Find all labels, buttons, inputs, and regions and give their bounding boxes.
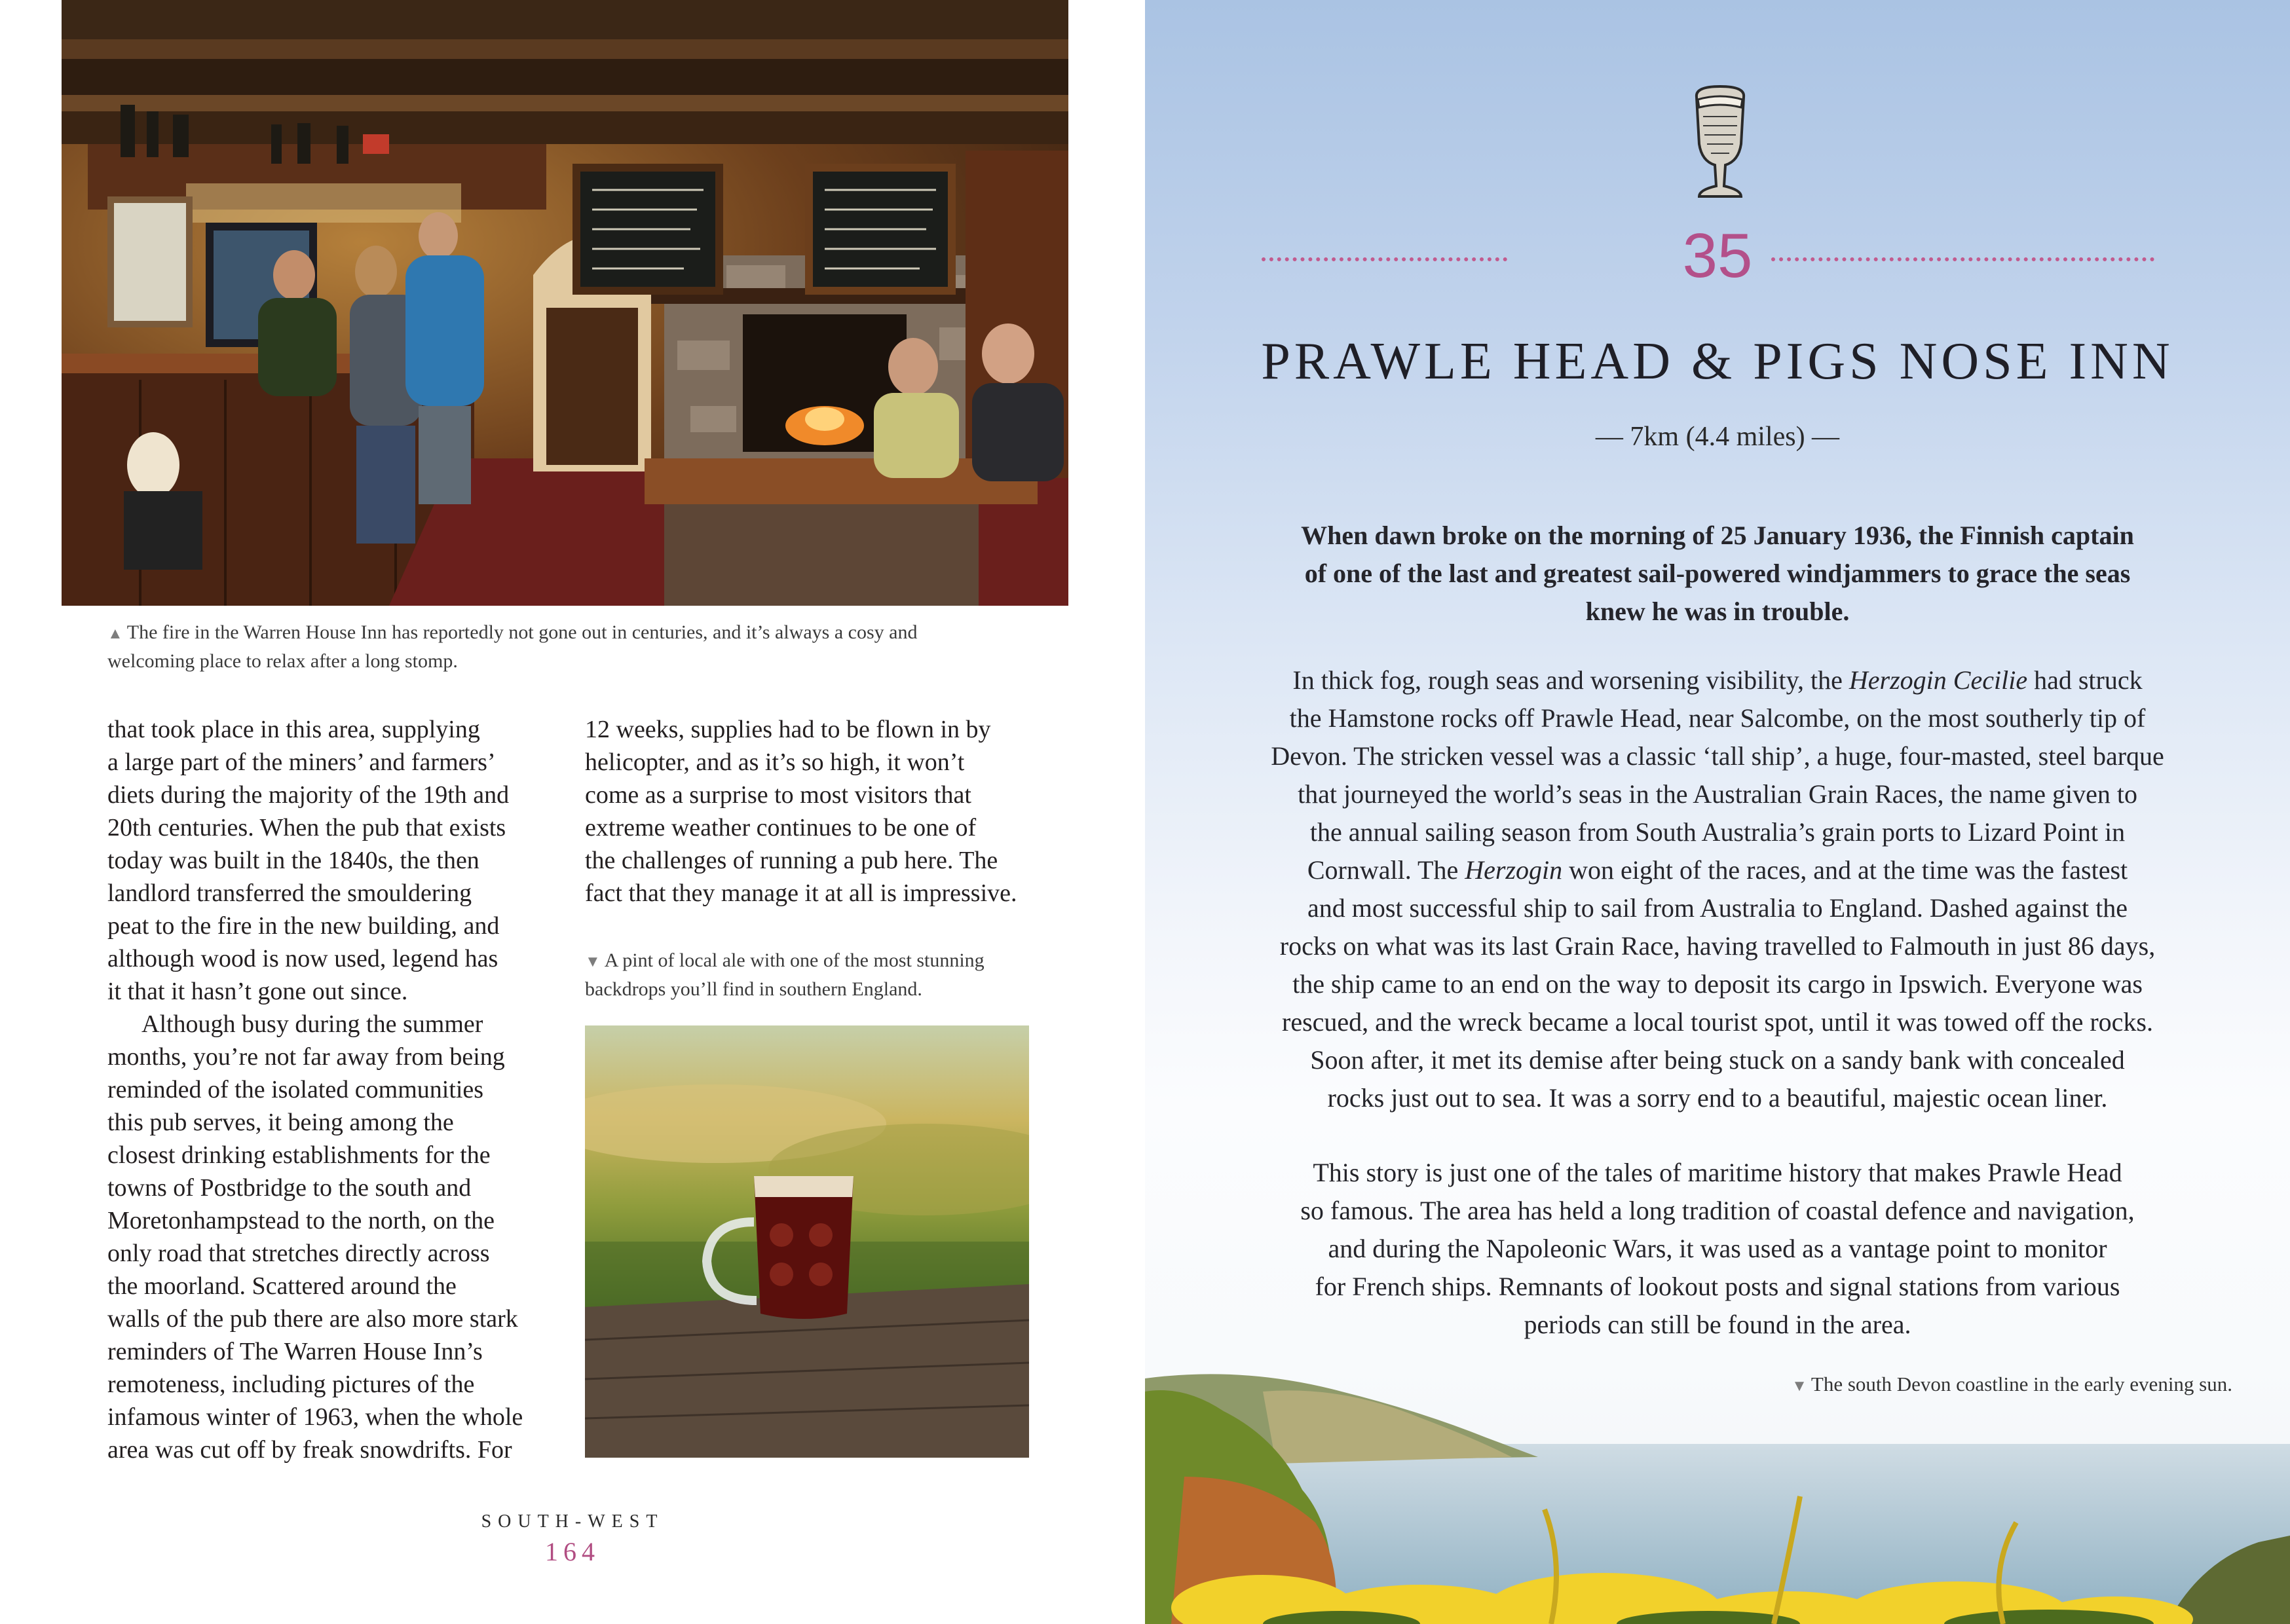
intro-paragraph: When dawn broke on the morning of 25 January 1936, the Finnish captain of one of the last and greatest sail-powered windjammers to grace the seas knew he was in trouble.	[1301, 521, 2134, 626]
divider-dots-right	[1771, 257, 2154, 261]
ale-caption-line-2: backdrops you’ll find in southern England.	[585, 978, 922, 1000]
coast-caption-text: The south Devon coastline in the early evening sun.	[1811, 1373, 2232, 1395]
paragraph-2-text-b: had struck the Hamstone rocks off Prawle Head, near Salcombe, on the most southerly tip of Devon. The stricken vessel was a classic ‘tall ship’, a huge, four-masted, steel barque that journeyed the world’s seas in the Australian Grain Races, the name given to the annual sailing season from South Australia’s grain ports to Lizard Point in Cornwall. The	[1271, 665, 2164, 885]
ship-name-italic: Herzogin Cecilie	[1849, 665, 2028, 695]
ale-caption-line-1: A pint of local ale with one of the most stunning	[604, 950, 985, 971]
column-2-paragraph-1: 12 weeks, supplies had to be flown in by helicopter, and as it’s so high, it won’t come as a surprise to most visitors that extreme weather continues to be one of the challenges of running a pub here. The fact that they manage it at all is impressive.	[585, 716, 1017, 907]
walk-number: 35	[1682, 221, 1753, 291]
caption-down-arrow-icon: ▼	[1792, 1378, 1807, 1395]
body-paragraph-3: This story is just one of the tales of maritime history that makes Prawle Head so famous. The area has held a long tradition of coastal defence and navigation, and during the Napoleonic Wars, it was used as a vantage point to monitor for French ships. Remnants of lookout posts and signal stations from various periods can still be found in the area.	[1300, 1158, 2135, 1339]
pub-photo-caption	[107, 619, 1064, 675]
walk-distance: — 7km (4.4 miles) —	[1595, 422, 1840, 452]
pub-interior-illustration	[62, 0, 1068, 606]
paragraph-2-text-c: won eight of the races, and at the time was the fastest and most successful ship to sail from Australia to England. Dashed against the rocks on what was its last Grain Race, having travelled to Falmouth in just 86 days, the ship came to an end on the way to deposit its cargo in Ipswich. Everyone was rescued, and the wreck became a local tourist spot, until it was towed off the rocks. Soon after, it met its demise after being stuck on a sandy bank with concealed rocks just out to sea. It was a sorry end to a beautiful, majestic ocean liner.	[1279, 855, 2156, 1113]
page-number: 164	[545, 1537, 600, 1566]
coast-photo-caption	[1792, 1373, 2232, 1396]
body-column-2	[585, 713, 1057, 910]
caption-up-arrow-icon: ▲	[107, 625, 123, 642]
body-paragraph-2	[1184, 661, 2251, 1117]
coast-illustration	[1145, 1365, 2290, 1624]
column-1-paragraph-2: Although busy during the summer months, you’re not far away from being reminded of the isolated communities this pub serves, it being among the closest drinking establishments for the towns of Postbridge to the south and Moretonhampstead to the north, on the only road that stretches directly across the moorland. Scattered around the walls of the pub there are also more stark reminders of The Warren House Inn’s remoteness, including pictures of the infamous winter of 1963, when the whole area was cut off by freak snowdrifts. For	[107, 1010, 523, 1464]
right-page	[1145, 0, 2290, 1624]
column-1-paragraph-1: that took place in this area, supplying a large part of the miners’ and farmers’ diets during the majority of the 19th and 20th centuries. When the pub that exists today was built in the 1840s, the then landlord transferred the smouldering peat to the fire in the new building, and although wood is now used, legend has it that it hasn’t gone out since.	[107, 716, 510, 1005]
walk-title: PRAWLE HEAD & PIGS NOSE INN	[1261, 333, 2174, 390]
ale-illustration	[585, 1025, 1029, 1458]
pub-caption-line-2: welcoming place to relax after a long stomp.	[107, 650, 458, 672]
pint-glass-icon	[1689, 84, 1752, 203]
paragraph-2-text-a: In thick fog, rough seas and worsening visibility, the	[1292, 665, 1849, 695]
coast-photo	[1145, 1365, 2290, 1624]
pub-interior-photo	[62, 0, 1068, 606]
caption-down-arrow-icon: ▼	[585, 953, 601, 970]
ale-photo-caption	[585, 947, 1057, 1003]
ship-short-name-italic: Herzogin	[1465, 855, 1563, 885]
pub-caption-line-1: The fire in the Warren House Inn has reportedly not gone out in centuries, and it’s always a cosy and	[126, 621, 918, 643]
section-label: SOUTH-WEST	[481, 1511, 664, 1532]
ale-photo	[585, 1025, 1029, 1458]
body-column-1	[107, 713, 579, 1466]
